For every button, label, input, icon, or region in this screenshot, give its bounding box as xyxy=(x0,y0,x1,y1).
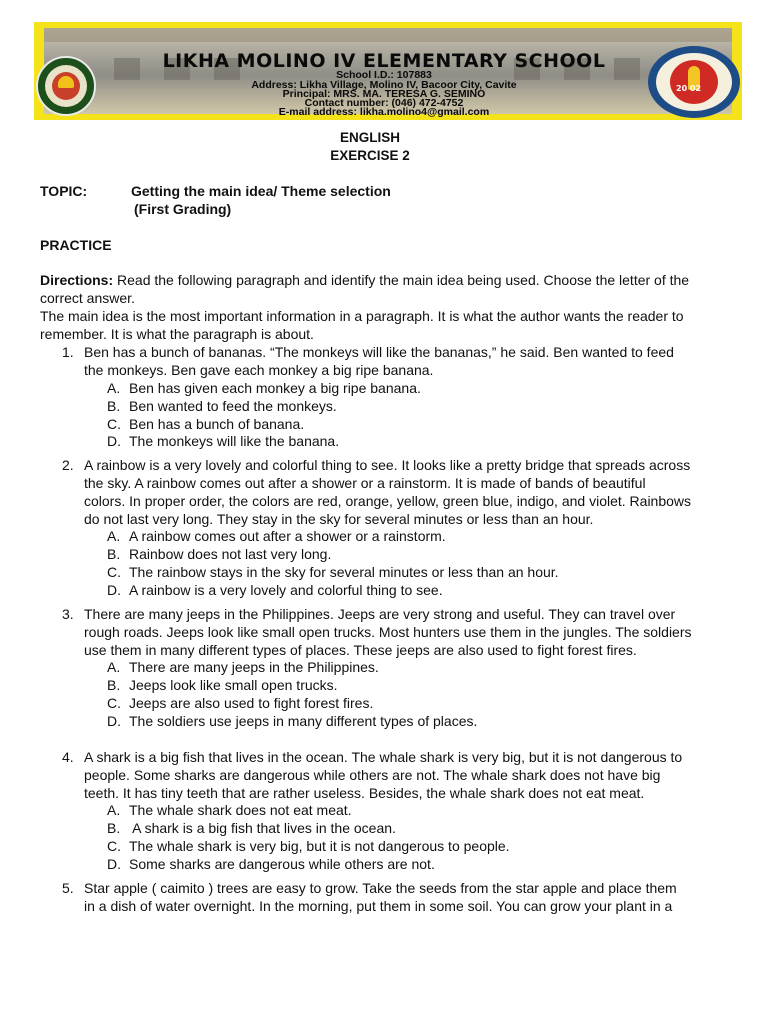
school-seal-icon xyxy=(648,46,740,118)
topic-grading: (First Grading) xyxy=(134,201,232,217)
item-number: 3. xyxy=(62,606,74,622)
item-number: 2. xyxy=(62,457,74,473)
option-d[interactable]: D. The soldiers use jeeps in many different types of places. xyxy=(107,713,478,729)
exercise-title: EXERCISE 2 xyxy=(330,147,410,163)
item-4-line-2: people. Some sharks are dangerous while others are not. The whale shark does not have big xyxy=(84,767,661,783)
option-a[interactable]: A. There are many jeeps in the Philippines. xyxy=(107,659,379,675)
roof-strip xyxy=(44,28,732,42)
item-number: 5. xyxy=(62,880,74,896)
topic-text: Getting the main idea/ Theme selection xyxy=(131,183,391,199)
item-2-line-1: A rainbow is a very lovely and colorful thing to see. It looks like a pretty bridge that spreads across xyxy=(84,457,691,473)
subject-title: ENGLISH xyxy=(339,129,400,145)
item-3-line-3: use them in many different types of places. These jeeps are also used to fight forest fires. xyxy=(84,642,637,658)
item-5-line-2: in a dish of water overnight. In the morning, put them in some soil. You can grow your plant in a xyxy=(84,898,673,914)
option-c[interactable]: C. Jeeps are also used to fight forest fires. xyxy=(107,695,374,711)
option-c[interactable]: C. Ben has a bunch of banana. xyxy=(107,416,305,432)
school-id: School I.D.: 107883 xyxy=(336,69,432,81)
item-2-line-4: do not last very long. They stay in the sky for several minutes or less than an hour. xyxy=(84,511,594,527)
option-b[interactable]: B. A shark is a big fish that lives in the ocean. xyxy=(107,820,396,836)
directions-label: Directions: xyxy=(40,272,114,288)
option-b[interactable]: B. Ben wanted to feed the monkeys. xyxy=(107,398,337,414)
option-a[interactable]: A. Ben has given each monkey a big ripe banana. xyxy=(107,380,421,396)
seal-year: 20 02 xyxy=(676,84,702,93)
school-contact: Contact number: (046) 472-4752 xyxy=(304,97,464,109)
practice-heading: PRACTICE xyxy=(40,237,112,253)
school-address: Address: Likha Village, Molino IV, Bacoor City, Cavite xyxy=(251,79,517,91)
item-number: 1. xyxy=(62,344,74,360)
deped-division-seal-icon xyxy=(36,56,96,116)
item-5-line-1: Star apple ( caimito ) trees are easy to grow. Take the seeds from the star apple and place them xyxy=(84,880,677,896)
directions-line-1 xyxy=(40,272,739,290)
option-b[interactable]: B. Rainbow does not last very long. xyxy=(107,546,332,562)
directions-line-2: correct answer. xyxy=(40,290,135,306)
item-3-line-2: rough roads. Jeeps look like small open trucks. Most hunters use them in the jungles. The soldiers xyxy=(84,624,692,640)
item-number: 4. xyxy=(62,749,74,765)
item-2-line-2: the sky. A rainbow comes out after a shower or a rainstorm. It is made of bands of beautiful xyxy=(84,475,646,491)
item-2-line-3: colors. In proper order, the colors are red, orange, yellow, green blue, indigo, and violet. Rainbows xyxy=(84,493,692,509)
item-3-line-1: There are many jeeps in the Philippines. Jeeps are very strong and useful. They can travel over xyxy=(84,606,676,622)
option-d[interactable]: D. Some sharks are dangerous while others are not. xyxy=(107,856,435,872)
topic-label: TOPIC: xyxy=(40,183,88,199)
option-c[interactable]: C. The whale shark is very big, but it is not dangerous to people. xyxy=(107,838,510,854)
school-email: E-mail address: likha.molino4@gmail.com xyxy=(278,106,490,118)
item-4-line-3: teeth. It has tiny teeth that are rather useless. Besides, the whale shark does not eat meat. xyxy=(84,785,645,801)
option-a[interactable]: A. The whale shark does not eat meat. xyxy=(107,802,352,818)
directions-text: Read the following paragraph and identify the main idea being used. Choose the letter of the xyxy=(117,272,690,288)
option-d[interactable]: D. A rainbow is a very lovely and colorful thing to see. xyxy=(107,582,443,598)
school-principal: Principal: MRS. MA. TERESA G. SEMINO xyxy=(282,88,486,100)
item-1-line-1: Ben has a bunch of bananas. “The monkeys will like the bananas,” he said. Ben wanted to feed xyxy=(84,344,674,360)
option-a[interactable]: A. A rainbow comes out after a shower or a rainstorm. xyxy=(107,528,446,544)
option-d[interactable]: D. The monkeys will like the banana. xyxy=(107,433,340,449)
school-name: LIKHA MOLINO IV ELEMENTARY SCHOOL xyxy=(162,50,606,72)
main-idea-explanation-2: remember. It is what the paragraph is about. xyxy=(40,326,314,342)
item-1-line-2: the monkeys. Ben gave each monkey a big ripe banana. xyxy=(84,362,434,378)
main-idea-explanation-1: The main idea is the most important information in a paragraph. It is what the author wants the reader to xyxy=(40,308,684,324)
option-c[interactable]: C. The rainbow stays in the sky for several minutes or less than an hour. xyxy=(107,564,559,580)
item-4-line-1: A shark is a big fish that lives in the ocean. The whale shark is very big, but it is not dangerous to xyxy=(84,749,683,765)
option-b[interactable]: B. Jeeps look like small open trucks. xyxy=(107,677,338,693)
